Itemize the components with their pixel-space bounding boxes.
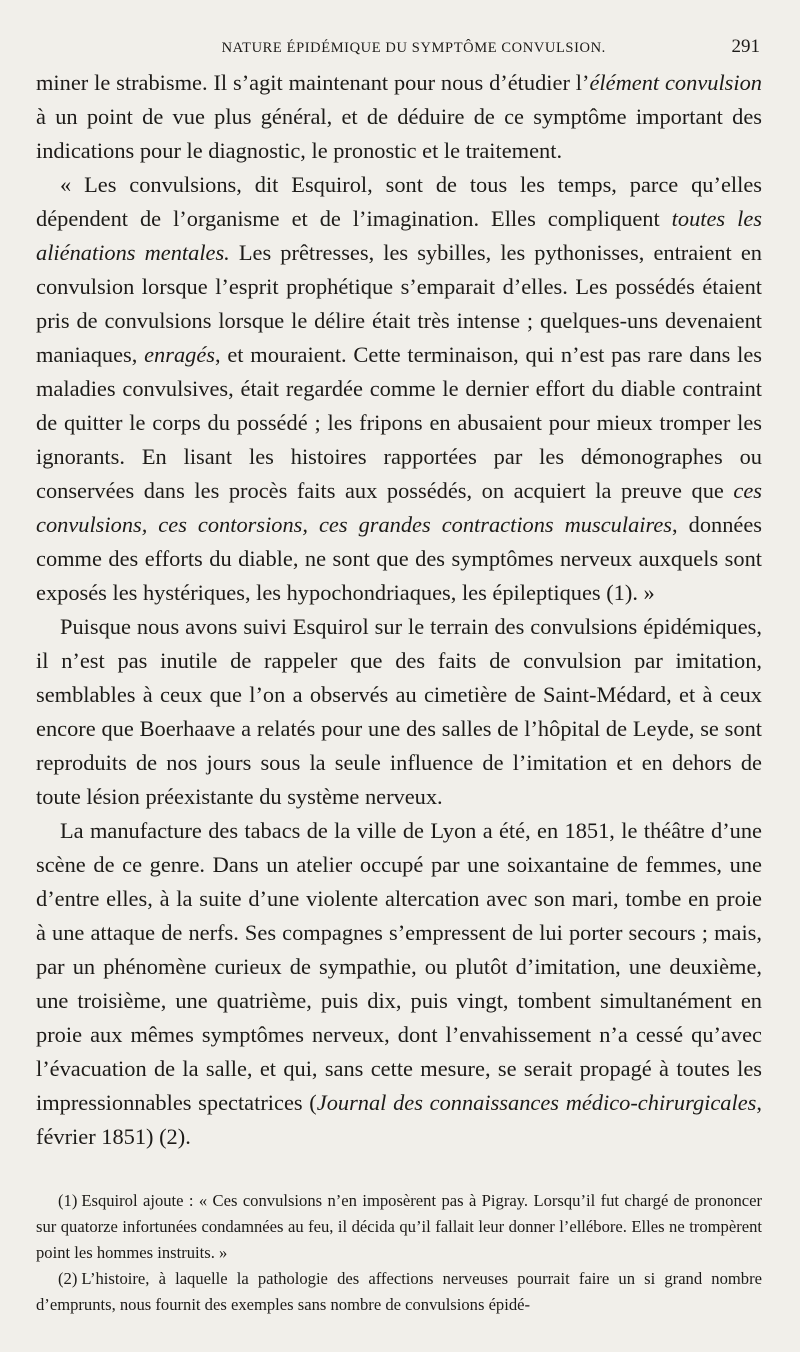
paragraph-3-text: Puisque nous avons suivi Esquirol sur le terrain des convulsions épidémiques, il n’est pas inutile de rappeler que des faits de convulsion par imitation, semblables à ceux que l’on a observés au cimetière de Saint-Médard, et à ceux encore que Boerhaave a relatés pour une des salles de l’hôpital de Leyde, se sont reproduits de nos jours sous la seule influence de l’imitation et en dehors de toute lésion préexistante du système nerveux. xyxy=(36,614,762,809)
paragraph-2-italic-3: ces convulsions, ces contorsions, ces grandes contractions musculaires xyxy=(36,478,762,537)
running-head: NATURE ÉPIDÉMIQUE DU SYMPTÔME CONVULSION. xyxy=(221,40,606,56)
paragraph-2-text-4: , données comme des efforts du diable, ne sont que des symptômes nerveux auxquels sont exposés les hystériques, les hypochondriaques, les épileptiques (1). » xyxy=(36,512,762,605)
paragraph-2-italic: toutes les aliénations mentales. xyxy=(36,206,762,265)
footnotes xyxy=(36,1188,762,1318)
footnote-2-text: L’histoire, à laquelle la pathologie des affections nerveuses pourrait faire un si grand nombre d’emprunts, nous fournit des exemples sans nombre de convulsions épidé- xyxy=(36,1269,762,1314)
paragraph-2-quote xyxy=(36,168,762,610)
paragraph-4-text: La manufacture des tabacs de la ville de Lyon a été, en 1851, le théâtre d’une scène de ce genre. Dans un atelier occupé par une soixantaine de femmes, une d’entre elles, à la suite d’une violente altercation avec son mari, tombe en proie à une attaque de nerfs. Ses compagnes s’empressent de lui porter secours ; mais, par un phénomène curieux de sympathie, ou plutôt d’imitation, une deuxième, une troisième, une quatrième, puis dix, puis vingt, tombent simultanément en proie aux mêmes symptômes nerveux, dont l’envahissement n’a cessé qu’avec l’évacuation de la salle, et qui, sans cette mesure, se serait propagé à toutes les impressionnables spectatrices ( xyxy=(36,818,762,1115)
paragraph-1-text-end: à un point de vue plus général, et de déduire de ce symptôme important des indications pour le diagnostic, le pronostic et le traitement. xyxy=(36,104,762,163)
paragraph-2-text-3: , et mouraient. Cette terminaison, qui n’est pas rare dans les maladies convulsives, était regardée comme le dernier effort du diable contraint de quitter le corps du possédé ; les fripons en abusaient pour mieux tromper les ignorants. En lisant les histoires rapportées par les démonographes ou conservées dans les procès faits aux possédés, on acquiert la preuve que xyxy=(36,342,762,503)
footnote-1 xyxy=(36,1188,762,1266)
paragraph-2-italic-2: enragés xyxy=(144,342,215,367)
footnote-1-text: Esquirol ajoute : « Ces convulsions n’en imposèrent pas à Pigray. Lorsqu’il fut chargé de prononcer sur quatorze infortunées condamnées au feu, il décida qu’il fallait leur donner l’ellébore. Elles ne trompèrent point les hommes instruits. » xyxy=(36,1191,762,1262)
paragraph-4 xyxy=(36,814,762,1154)
paragraph-4-text-end: , février 1851) (2). xyxy=(36,1090,762,1149)
paragraph-1 xyxy=(36,66,762,168)
footnote-2 xyxy=(36,1266,762,1318)
paragraph-2-text: « Les convulsions, dit Esquirol, sont de tous les temps, parce qu’elles dépendent de l’organisme et de l’imagination. Elles compliquent xyxy=(36,172,762,231)
page-header xyxy=(36,36,762,66)
body-text xyxy=(36,66,762,1154)
paragraph-4-italic: Journal des connaissances médico-chirurgicales xyxy=(316,1090,757,1115)
paragraph-1-italic: élément convulsion xyxy=(589,70,762,95)
footnote-2-mark: (2) xyxy=(58,1269,78,1288)
paragraph-3 xyxy=(36,610,762,814)
page-number: 291 xyxy=(731,36,760,57)
paragraph-2-text-2: Les prêtresses, les sybilles, les pythonisses, entraient en convulsion lorsque l’esprit prophétique s’emparait d’elles. Les possédés étaient pris de convulsions lorsque le délire était très intense ; quelques-uns devenaient maniaques, xyxy=(36,240,762,367)
paragraph-1-text: miner le strabisme. Il s’agit maintenant pour nous d’étudier l’ xyxy=(36,70,590,95)
footnote-1-mark: (1) xyxy=(58,1191,78,1210)
